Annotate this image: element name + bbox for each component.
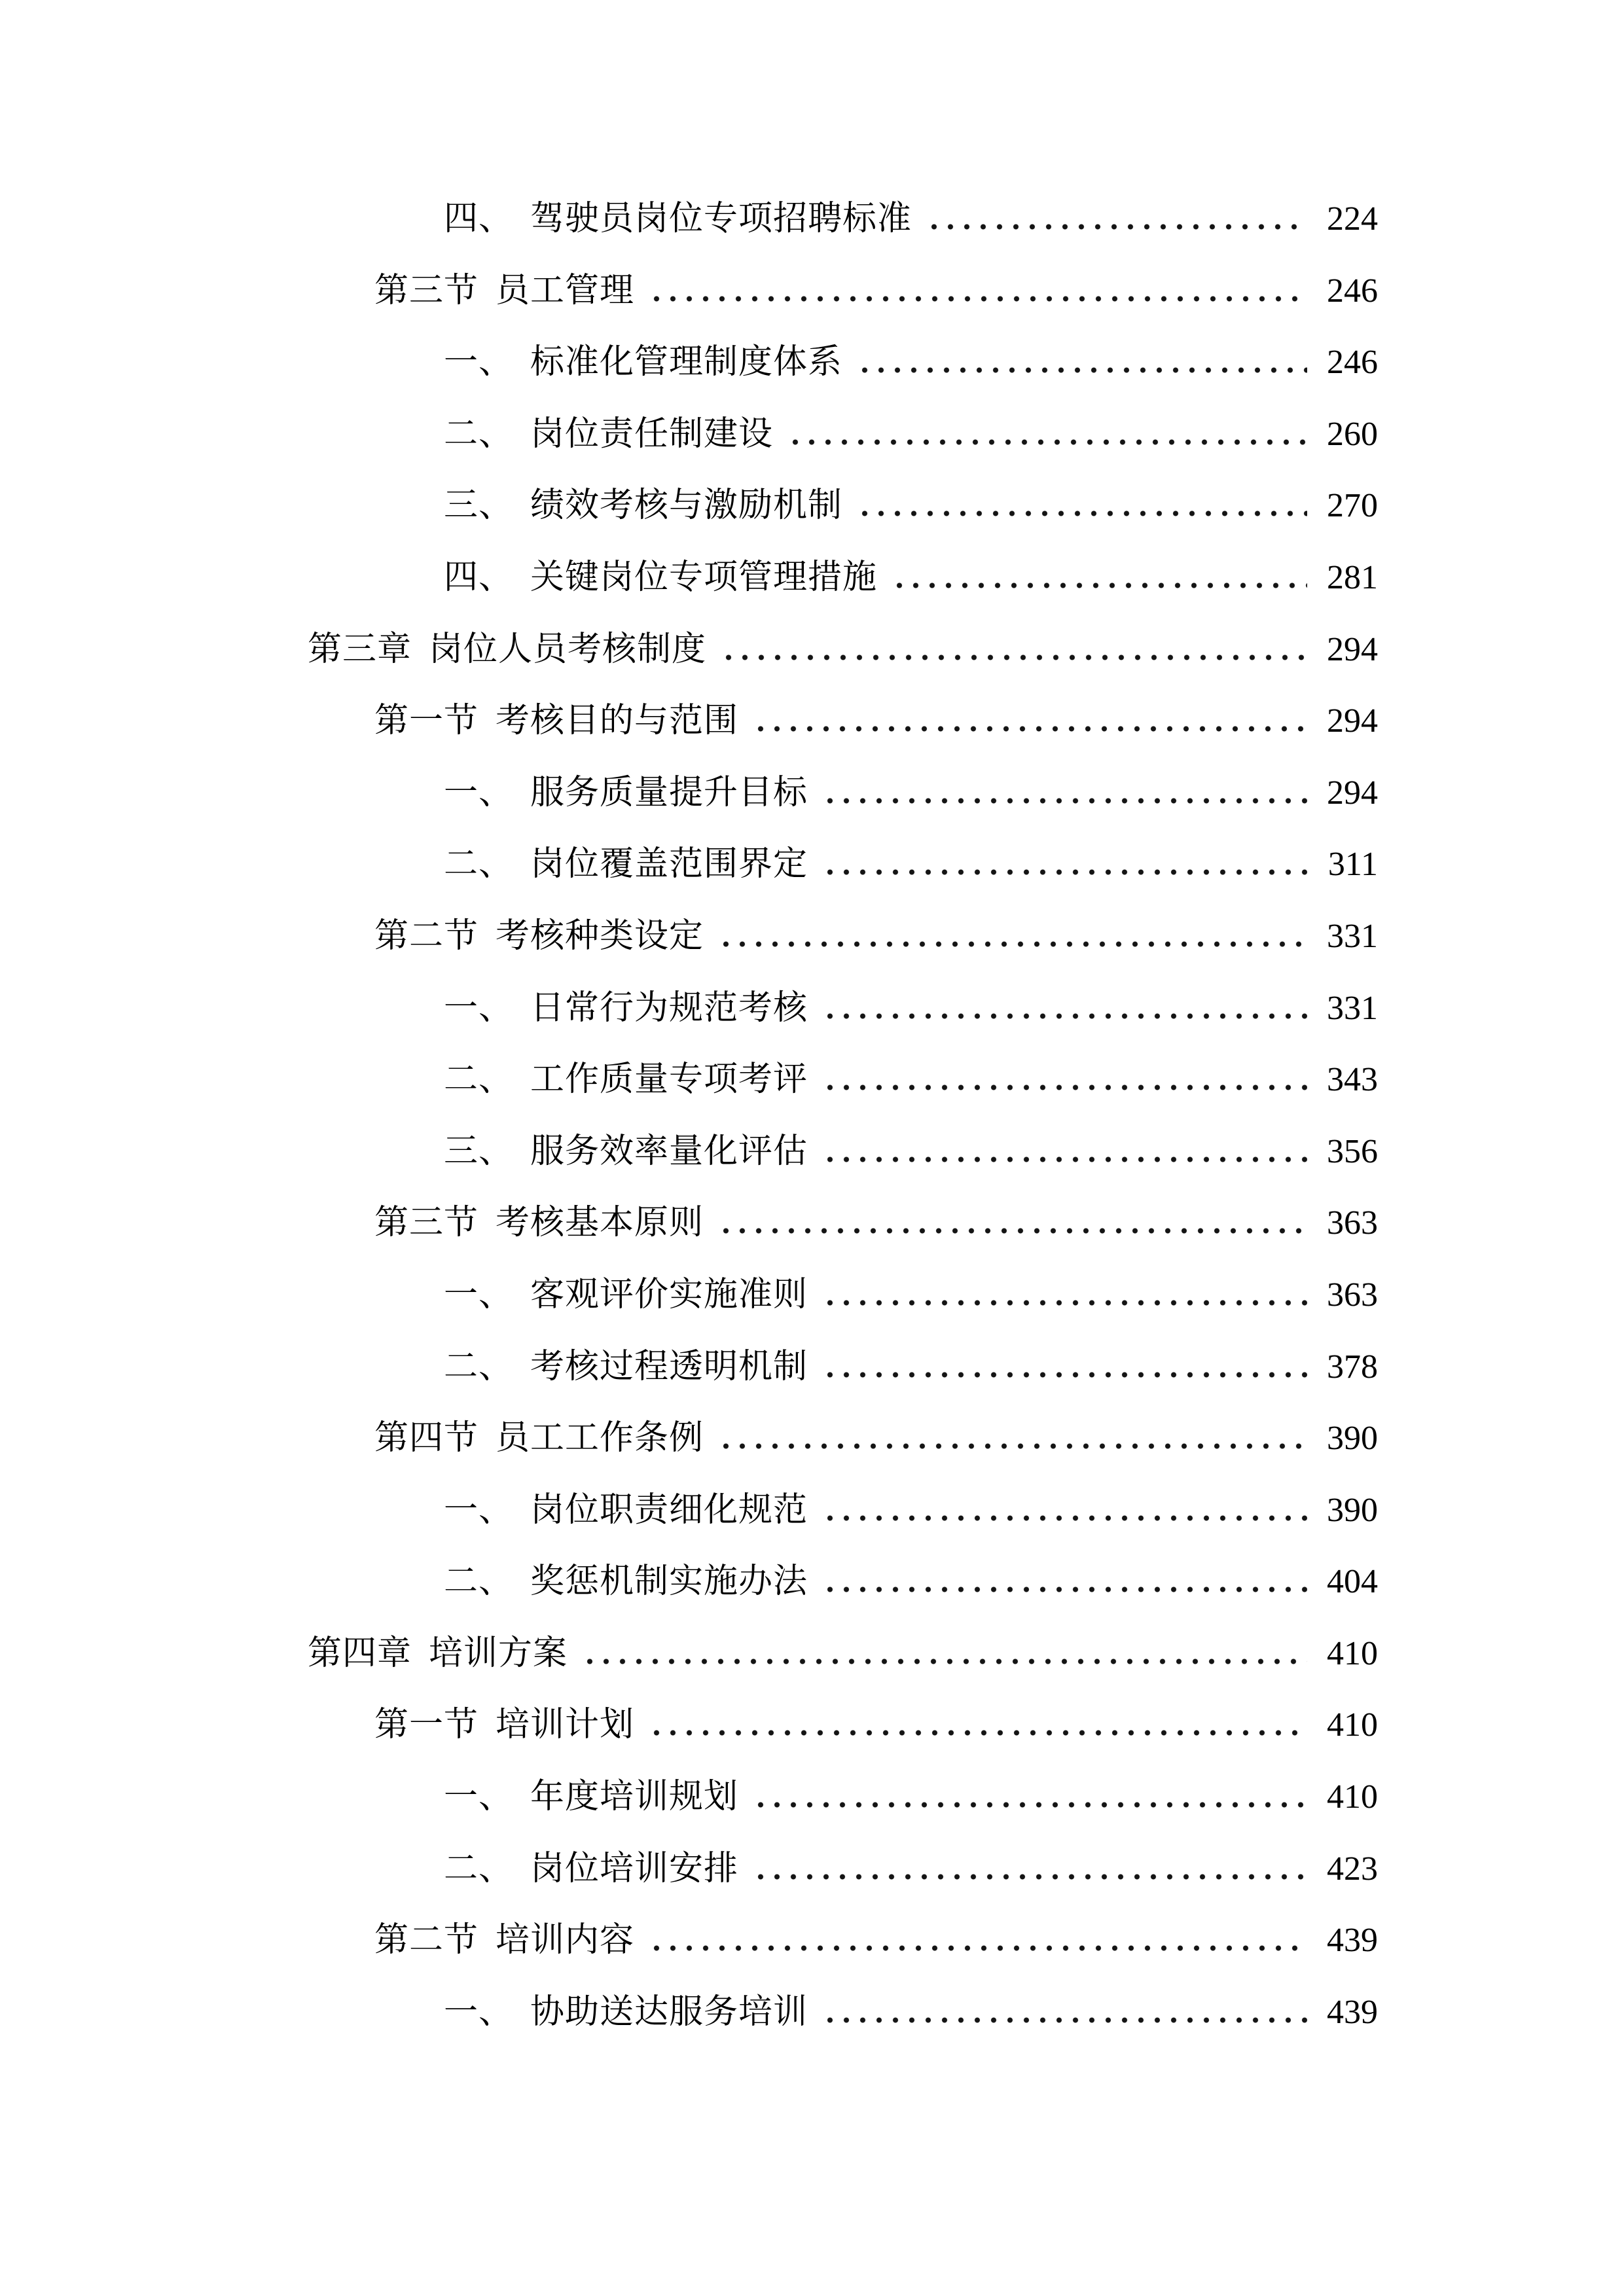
- dot-leader: [718, 1228, 1307, 1234]
- dot-leader: [649, 1945, 1307, 1951]
- toc-entry-title: 岗位职责细化规范: [530, 1491, 808, 1529]
- dot-leader: [822, 1515, 1307, 1521]
- dot-leader: [718, 1443, 1307, 1449]
- toc-entry-title: 员工工作条例: [496, 1420, 704, 1458]
- dot-leader: [822, 798, 1307, 804]
- dot-leader: [753, 1802, 1307, 1808]
- toc-entry-page-number: 410: [1327, 1634, 1378, 1672]
- toc-entry-number: 第三章: [308, 630, 412, 668]
- toc-entry-number: 四、: [444, 200, 514, 238]
- toc-entry-page-number: 260: [1327, 415, 1378, 453]
- toc-entry-page-number: 281: [1327, 558, 1378, 596]
- toc-entry-number: 二、: [444, 1850, 514, 1888]
- toc-entry-number: 第二节: [374, 1922, 479, 1960]
- toc-entry-title: 考核目的与范围: [496, 702, 739, 740]
- toc-entry-page-number: 439: [1327, 1993, 1378, 2031]
- toc-entry-title: 岗位责任制建设: [530, 415, 774, 453]
- toc-entry-number: 一、: [444, 1993, 514, 2031]
- toc-entry[interactable]: [444, 1761, 1378, 1833]
- toc-entry-page-number: 378: [1327, 1348, 1378, 1386]
- toc-entry[interactable]: [444, 1044, 1378, 1116]
- toc-entry-page-number: 343: [1327, 1061, 1378, 1099]
- toc-entry-number: 二、: [444, 415, 514, 453]
- toc-entry-title: 标准化管理制度体系: [530, 344, 843, 382]
- dot-leader: [822, 2017, 1307, 2023]
- toc-entry-title: 考核过程透明机制: [530, 1348, 808, 1386]
- toc-entry-number: 三、: [444, 487, 514, 525]
- dot-leader: [822, 1157, 1307, 1162]
- toc-entry[interactable]: [374, 1689, 1378, 1761]
- toc-entry[interactable]: [374, 1905, 1378, 1977]
- dot-leader: [582, 1659, 1307, 1664]
- toc-entry-page-number: 410: [1327, 1706, 1378, 1744]
- dot-leader: [822, 1300, 1307, 1306]
- toc-entry-page-number: 390: [1327, 1491, 1378, 1529]
- toc-entry[interactable]: [444, 399, 1378, 471]
- toc-entry-page-number: 363: [1327, 1276, 1378, 1314]
- toc-entry-title: 客观评价实施准则: [530, 1276, 808, 1314]
- toc-entry[interactable]: [444, 1475, 1378, 1547]
- toc-entry-number: 三、: [444, 1132, 514, 1170]
- toc-entry[interactable]: [374, 685, 1378, 757]
- toc-entry-number: 第一节: [374, 702, 479, 740]
- toc-entry[interactable]: [444, 470, 1378, 542]
- dot-leader: [822, 869, 1307, 875]
- toc-entry[interactable]: [444, 757, 1378, 829]
- toc-entry-number: 四、: [444, 558, 514, 596]
- toc-entry-title: 绩效考核与激励机制: [530, 487, 843, 525]
- toc-entry-page-number: 404: [1327, 1563, 1378, 1601]
- toc-entry-title: 培训计划: [496, 1706, 635, 1744]
- toc-entry[interactable]: [444, 327, 1378, 399]
- toc-entry-number: 第三节: [374, 1204, 479, 1242]
- dot-leader: [753, 1874, 1307, 1880]
- toc-entry[interactable]: [308, 1618, 1378, 1690]
- toc-entry[interactable]: [444, 1331, 1378, 1403]
- toc-list: [308, 183, 1378, 2048]
- toc-entry-page-number: 439: [1327, 1922, 1378, 1960]
- toc-entry[interactable]: [444, 1546, 1378, 1618]
- toc-entry-number: 第四章: [308, 1634, 412, 1672]
- toc-entry-number: 二、: [444, 1348, 514, 1386]
- dot-leader: [857, 511, 1307, 516]
- toc-entry-title: 关键岗位专项管理措施: [530, 558, 878, 596]
- toc-entry-title: 岗位培训安排: [530, 1850, 739, 1888]
- dot-leader: [822, 1587, 1307, 1592]
- toc-entry[interactable]: [444, 829, 1378, 901]
- toc-entry-number: 一、: [444, 344, 514, 382]
- toc-entry-title: 考核基本原则: [496, 1204, 704, 1242]
- toc-entry-title: 考核种类设定: [496, 917, 704, 955]
- dot-leader: [649, 296, 1307, 302]
- dot-leader: [787, 439, 1307, 445]
- dot-leader: [721, 655, 1307, 660]
- toc-entry[interactable]: [374, 255, 1378, 327]
- dot-leader: [822, 1013, 1307, 1019]
- toc-entry-page-number: 363: [1327, 1204, 1378, 1242]
- toc-entry-number: 第四节: [374, 1420, 479, 1458]
- toc-entry[interactable]: [444, 973, 1378, 1045]
- toc-entry-title: 岗位人员考核制度: [429, 630, 707, 668]
- dot-leader: [753, 726, 1307, 732]
- toc-entry[interactable]: [374, 901, 1378, 973]
- toc-entry-title: 培训内容: [496, 1922, 635, 1960]
- toc-entry[interactable]: [374, 1187, 1378, 1259]
- toc-entry-number: 二、: [444, 1061, 514, 1099]
- toc-entry[interactable]: [308, 614, 1378, 686]
- toc-entry-page-number: 246: [1327, 344, 1378, 382]
- dot-leader: [718, 941, 1307, 947]
- toc-entry-page-number: 224: [1327, 200, 1378, 238]
- toc-entry[interactable]: [444, 1833, 1378, 1905]
- toc-entry-page-number: 294: [1327, 774, 1378, 812]
- dot-leader: [926, 224, 1307, 230]
- dot-leader: [649, 1730, 1307, 1736]
- toc-entry-page-number: 294: [1327, 702, 1378, 740]
- toc-entry-title: 岗位覆盖范围界定: [530, 846, 808, 884]
- toc-entry-page-number: 331: [1327, 917, 1378, 955]
- toc-entry-title: 工作质量专项考评: [530, 1061, 808, 1099]
- toc-entry-title: 服务效率量化评估: [530, 1132, 808, 1170]
- toc-entry[interactable]: [374, 1403, 1378, 1475]
- toc-entry-page-number: 331: [1327, 989, 1378, 1027]
- toc-entry-number: 一、: [444, 1778, 514, 1816]
- toc-entry-title: 培训方案: [429, 1634, 568, 1672]
- dot-leader: [822, 1372, 1307, 1378]
- toc-entry-number: 二、: [444, 1563, 514, 1601]
- toc-entry-number: 第三节: [374, 272, 479, 310]
- toc-entry[interactable]: [444, 542, 1378, 614]
- toc-entry-number: 第二节: [374, 917, 479, 955]
- toc-entry-number: 一、: [444, 1276, 514, 1314]
- toc-entry-number: 一、: [444, 989, 514, 1027]
- toc-entry-page-number: 270: [1327, 487, 1378, 525]
- toc-entry-page-number: 356: [1327, 1132, 1378, 1170]
- toc-entry-title: 服务质量提升目标: [530, 774, 808, 812]
- toc-entry-number: 二、: [444, 846, 514, 884]
- toc-entry-number: 一、: [444, 774, 514, 812]
- toc-entry-page-number: 423: [1327, 1850, 1378, 1888]
- dot-leader: [892, 583, 1307, 588]
- dot-leader: [822, 1085, 1307, 1090]
- toc-entry-title: 协助送达服务培训: [530, 1993, 808, 2031]
- toc-entry-page-number: 246: [1327, 272, 1378, 310]
- dot-leader: [857, 367, 1307, 373]
- toc-entry-page-number: 294: [1327, 630, 1378, 668]
- toc-entry-title: 驾驶员岗位专项招聘标准: [530, 200, 912, 238]
- toc-entry-title: 年度培训规划: [530, 1778, 739, 1816]
- toc-entry[interactable]: [444, 1259, 1378, 1331]
- toc-entry-title: 日常行为规范考核: [530, 989, 808, 1027]
- toc-entry-number: 一、: [444, 1491, 514, 1529]
- toc-entry-title: 员工管理: [496, 272, 635, 310]
- toc-entry[interactable]: [444, 1116, 1378, 1188]
- toc-entry-page-number: 410: [1327, 1778, 1378, 1816]
- toc-entry-page-number: 311: [1327, 846, 1378, 884]
- toc-entry-title: 奖惩机制实施办法: [530, 1563, 808, 1601]
- toc-entry-number: 第一节: [374, 1706, 479, 1744]
- toc-entry[interactable]: [444, 1977, 1378, 2049]
- toc-entry[interactable]: [444, 183, 1378, 255]
- toc-entry-page-number: 390: [1327, 1420, 1378, 1458]
